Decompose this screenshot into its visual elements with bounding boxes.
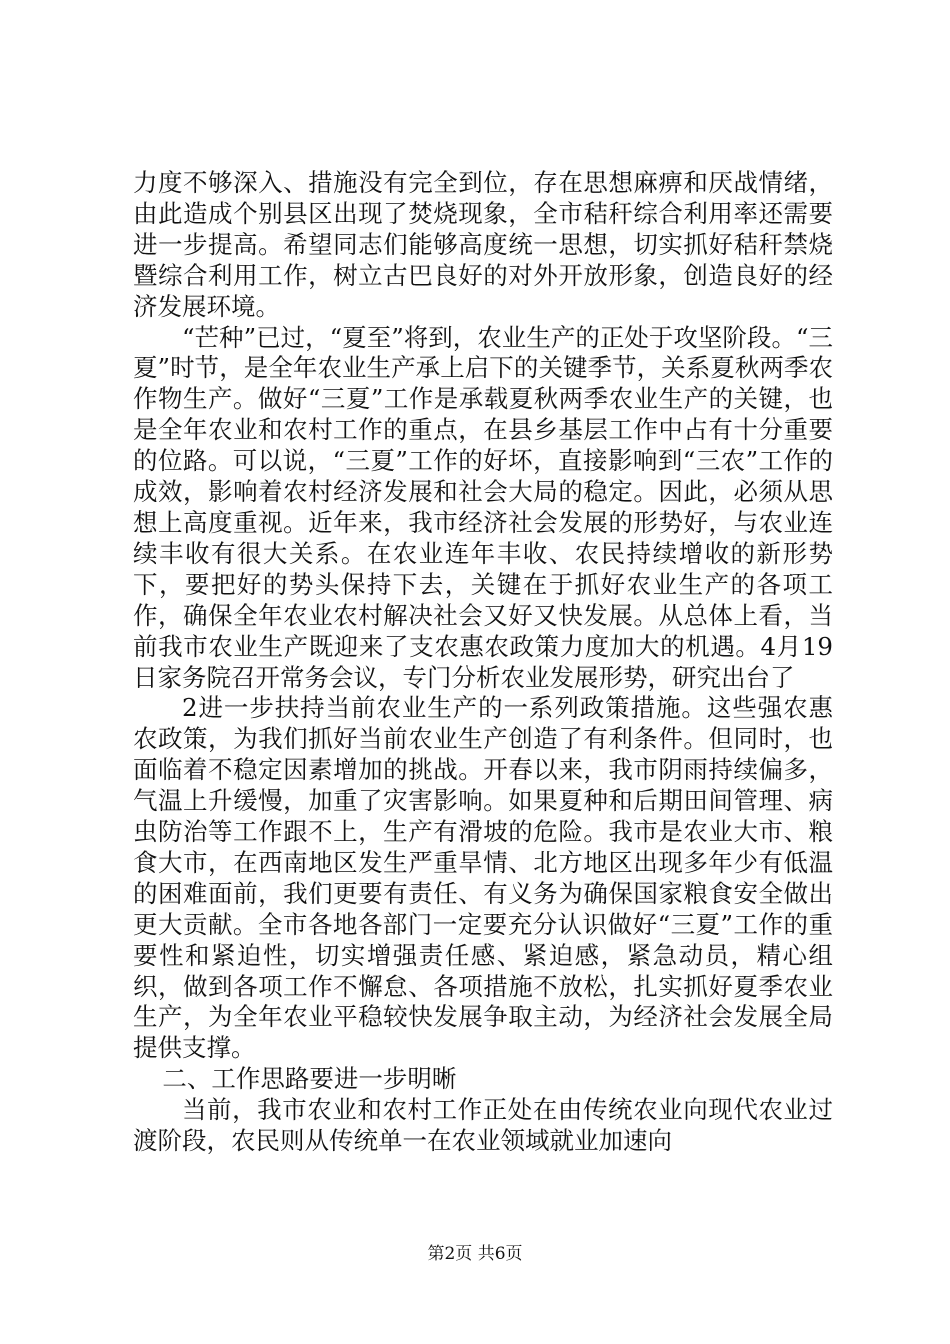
paragraph-continuation: 力度不够深入、措施没有完全到位，存在思想麻痹和厌战情绪，由此造成个别县区出现了焚烧现象，全市秸秆综合利用率还需要进一步提高。希望同志们能够高度统一思想，切实抓好秸秆禁烧暨综合利用工作，树立古巴良好的对外开放形象，创造良好的经济发展环境。 (133, 168, 833, 321)
document-body (133, 168, 833, 1157)
paragraph-policy-measures: 2进一步扶持当前农业生产的一系列政策措施。这些强农惠农政策，为我们抓好当前农业生产创造了有利条件。但同时，也面临着不稳定因素增加的挑战。开春以来，我市阴雨持续偏多，气温上升缓慢，加重了灾害影响。如果夏种和后期田间管理、病虫防治等工作跟不上，生产有滑坡的危险。我市是农业大市、粮食大市，在西南地区发生严重旱情、北方地区出现多年少有低温的困难面前，我们更要有责任、有义务为确保国家粮食安全做出更大贡献。全市各地各部门一定要充分认识做好“三夏”工作的重要性和紧迫性，切实增强责任感、紧迫感，紧急动员，精心组织，做到各项工作不懈怠、各项措施不放松，扎实抓好夏季农业生产，为全年农业平稳较快发展争取主动，为经济社会发展全局提供支撑。 (133, 693, 833, 1063)
page-footer: 第2页 共6页 (427, 1244, 523, 1264)
paragraph-sanxia-season: “芒种”已过，“夏至”将到，农业生产的正处于攻坚阶段。“三夏”时节，是全年农业生产承上启下的关键季节，关系夏秋两季农作物生产。做好“三夏”工作是承载夏秋两季农业生产的关键，也是全年农业和农村工作的重点，在县乡基层工作中占有十分重要的位路。可以说，“三夏”工作的好坏，直接影响到“三农”工作的成效，影响着农村经济发展和社会大局的稳定。因此，必须从思想上高度重视。近年来，我市经济社会发展的形势好，与农业连续丰收有很大关系。在农业连年丰收、农民持续增收的新形势下，要把好的势头保持下去，关键在于抓好农业生产的各项工作，确保全年农业农村解决社会又好又快发展。从总体上看，当前我市农业生产既迎来了支农惠农政策力度加大的机遇。4月19日家务院召开常务会议，专门分析农业发展形势，研究出台了 (133, 322, 833, 692)
section-heading-work-ideas: 二、工作思路要进一步明晰 (162, 1064, 457, 1094)
paragraph-current-stage: 当前，我市农业和农村工作正处在由传统农业向现代农业过渡阶段，农民则从传统单一在农业领域就业加速向 (133, 1095, 833, 1156)
